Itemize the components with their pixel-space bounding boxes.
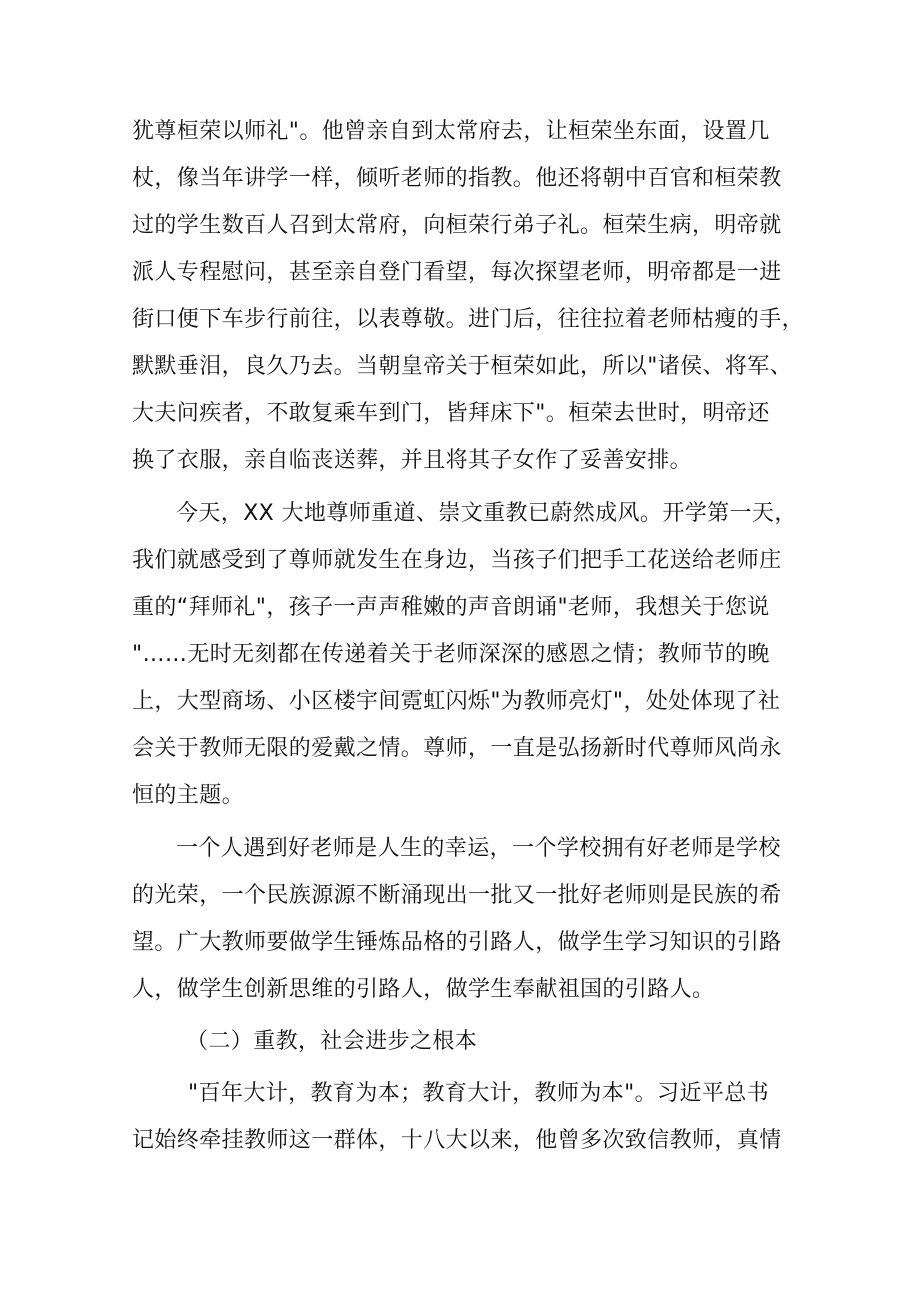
- text-line: 犹尊桓荣以师礼"。他曾亲自到太常府去，让桓荣坐东面，设置几: [132, 119, 770, 144]
- text-line: 过的学生数百人召到太常府，向桓荣行弟子礼。桓荣生病，明帝就: [132, 213, 782, 238]
- section-heading: （二）重教，社会进步之根本: [186, 1029, 478, 1054]
- text-line: 重的“拜师礼"，孩子一声声稚嫩的声音朗诵"老师，我想关于您说: [132, 595, 770, 620]
- text-line: "……无时无刻都在传递着关于老师深深的感恩之情；教师节的晚: [132, 642, 770, 667]
- text-line: 派人专程慰问，甚至亲自登门看望，每次探望老师，明帝都是一进: [132, 260, 782, 285]
- text-line: 换了衣服，亲自临丧送葬，并且将其子女作了妥善安排。: [132, 448, 693, 473]
- text-line: 会关于教师无限的爱戴之情。尊师，一直是弘扬新时代尊师风尚永: [132, 736, 782, 761]
- text-line: 我们就感受到了尊师就发生在身边，当孩子们把手工花送给老师庄: [132, 548, 782, 573]
- text-line: 记始终牵挂教师这一群体，十八大以来，他曾多次致信教师，真情: [132, 1128, 782, 1153]
- text-line: 杖，像当年讲学一样，倾听老师的指教。他还将朝中百官和桓荣教: [132, 166, 782, 191]
- text-line: 人，做学生创新思维的引路人，做学生奉献祖国的引路人。: [132, 977, 715, 1002]
- text-line: 望。广大教师要做学生锤炼品格的引路人，做学生学习知识的引路: [132, 930, 782, 955]
- paragraph-start-line: 今天，XX 大地尊师重道、崇文重教已蔚然成风。开学第一天，: [176, 501, 797, 526]
- text-line: 的光荣，一个民族源源不断涌现出一批又一批好老师则是民族的希: [132, 883, 782, 908]
- text-line: 恒的主题。: [132, 783, 245, 808]
- text-line: 上，大型商场、小区楼宇间霓虹闪烁"为教师亮灯"，处处体现了社: [132, 689, 781, 714]
- text-line: 默默垂泪，良久乃去。当朝皇帝关于桓荣如此，所以"诸侯、将军、: [132, 354, 793, 379]
- paragraph-start-line: "百年大计，教育为本；教育大计，教师为本"。习近平总书: [188, 1081, 770, 1106]
- text-line: 街口便下车步行前往，以表尊敬。进门后，往往拉着老师枯瘦的手，: [132, 307, 805, 332]
- text-line: 大夫问疾者，不敢复乘车到门，皆拜床下"。桓荣去世时，明帝还: [132, 401, 770, 426]
- paragraph-start-line: 一个人遇到好老师是人生的幸运，一个学校拥有好老师是学校: [176, 836, 781, 861]
